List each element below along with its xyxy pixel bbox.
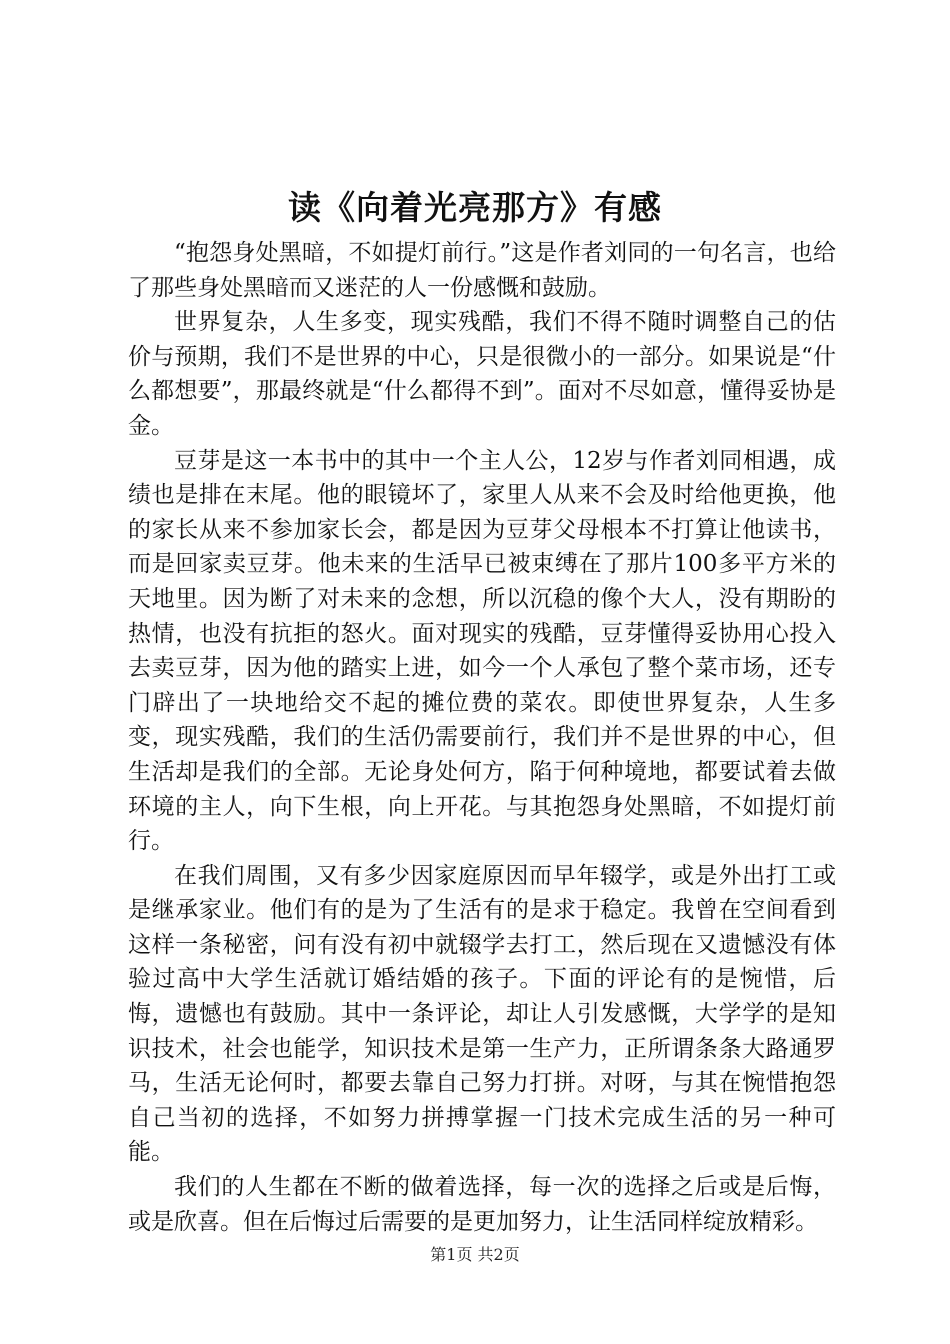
paragraph: 我们的人生都在不断的做着选择，每一次的选择之后或是后悔，或是欣喜。但在后悔过后需要的是更加努力，让生活同样绽放精彩。 (128, 1174, 836, 1235)
paragraph: 在我们周围，又有多少因家庭原因而早年辍学，或是外出打工或是继承家业。他们有的是为了生活有的是求于稳定。我曾在空间看到这样一条秘密，问有没有初中就辍学去打工，然后现在又遗憾没有体验过高中大学生活就订婚结婚的孩子。下面的评论有的是惋惜，后悔，遗憾也有鼓励。其中一条评论，却让人引发感慨，大学学的是知识技术，社会也能学，知识技术是第一生产力，正所谓条条大路通罗马，生活无论何时，都要去靠自己努力打拼。对呀，与其在惋惜抱怨自己当初的选择，不如努力拼搏掌握一门技术完成生活的另一种可能。 (128, 862, 836, 1166)
document-title: 读《向着光亮那方》有感 (288, 188, 662, 227)
paragraph: “抱怨身处黑暗，不如提灯前行。”这是作者刘同的一句名言，也给了那些身处黑暗而又迷茫的人一份感慨和鼓励。 (128, 240, 836, 301)
document-body (128, 236, 836, 1239)
paragraph: 世界复杂，人生多变，现实残酷，我们不得不随时调整自己的估价与预期，我们不是世界的中心，只是很微小的一部分。如果说是“什么都想要”，那最终就是“什么都得不到”。面对不尽如意，懂得妥协是金。 (128, 309, 836, 439)
paragraph: 豆芽是这一本书中的其中一个主人公，12岁与作者刘同相遇，成绩也是排在末尾。他的眼镜坏了，家里人从来不会及时给他更换，他的家长从来不参加家长会，都是因为豆芽父母根本不打算让他读书，而是回家卖豆芽。他未来的生活早已被束缚在了那片100多平方米的天地里。因为断了对未来的念想，所以沉稳的像个大人，没有期盼的热情，也没有抗拒的怒火。面对现实的残酷，豆芽懂得妥协用心投入去卖豆芽，因为他的踏实上进，如今一个人承包了整个菜市场，还专门辟出了一块地给交不起的摊位费的菜农。即使世界复杂，人生多变，现实残酷，我们的生活仍需要前行，我们并不是世界的中心，但生活却是我们的全部。无论身处何方，陷于何种境地，都要试着去做环境的主人，向下生根，向上开花。与其抱怨身处黑暗，不如提灯前行。 (128, 447, 836, 855)
page-number-footer: 第1页 共2页 (430, 1245, 520, 1264)
